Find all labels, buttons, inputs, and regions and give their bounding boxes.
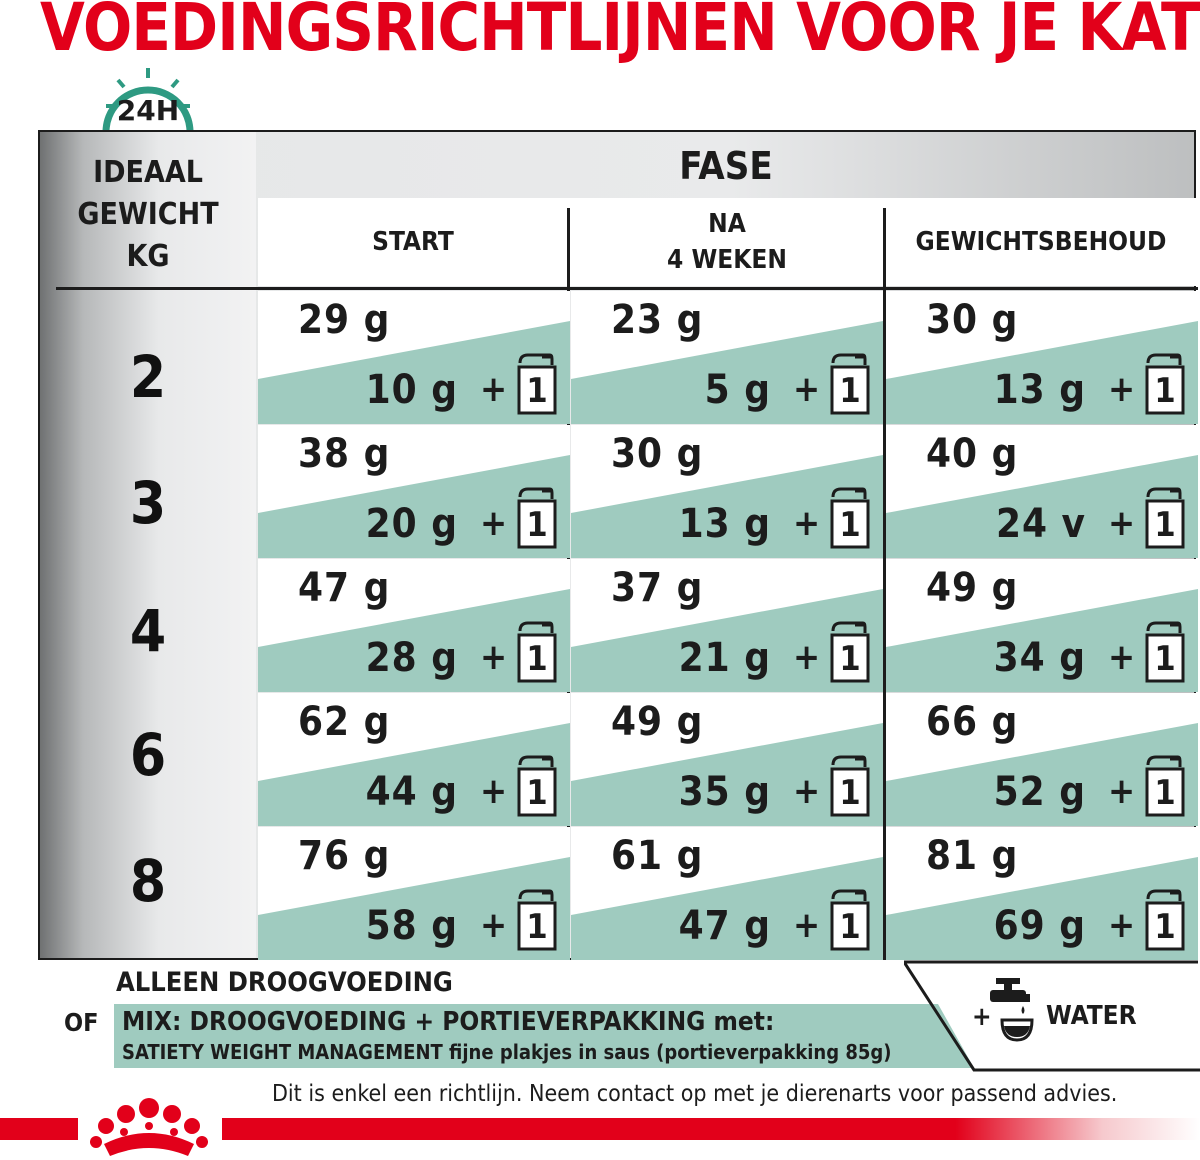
pouch-icon	[829, 487, 871, 549]
pouch-count: 1	[839, 639, 861, 679]
feeding-cell	[571, 559, 883, 692]
mix-dry-amount: 35 g	[678, 769, 771, 815]
pouch-icon	[829, 889, 871, 951]
header-divider	[56, 287, 1198, 290]
dry-food-amount: 62 g	[298, 699, 391, 745]
feeding-cell	[571, 693, 883, 826]
legend-mix: MIX: DROOGVOEDING + PORTIEVERPAKKING met:	[122, 1007, 775, 1037]
feeding-cell	[886, 559, 1198, 692]
weight-header	[56, 152, 240, 278]
pouch-icon	[516, 755, 558, 817]
plus-sign: +	[480, 905, 508, 946]
weight-header-line-1: IDEAAL	[93, 155, 203, 190]
pouch-count: 1	[1154, 907, 1176, 947]
weight-header-line-2: GEWICHT	[77, 197, 219, 232]
mix-dry-amount: 20 g	[365, 501, 458, 547]
column-header-start	[258, 198, 568, 286]
legend-or: OF	[64, 1008, 99, 1037]
column-header-4-weeks	[571, 198, 883, 286]
feeding-cell	[571, 425, 883, 558]
dry-food-amount: 38 g	[298, 431, 391, 477]
weight-value: 8	[129, 847, 167, 915]
water-tap-icon	[986, 974, 1036, 1046]
brand-bar-right	[222, 1118, 1200, 1140]
plus-sign: +	[793, 637, 821, 678]
feeding-cell	[571, 291, 883, 424]
dry-food-amount: 66 g	[926, 699, 1019, 745]
feeding-cell	[258, 693, 570, 826]
pouch-icon	[1144, 755, 1186, 817]
column-header-maintenance	[886, 198, 1196, 286]
pouch-icon	[829, 621, 871, 683]
weight-value: 2	[129, 343, 167, 411]
pouch-count: 1	[839, 773, 861, 813]
plus-sign: +	[1108, 905, 1136, 946]
pouch-icon	[516, 889, 558, 951]
legend-dry-only: ALLEEN DROOGVOEDING	[116, 967, 453, 998]
phase-header: FASE	[679, 144, 773, 188]
mix-dry-amount: 58 g	[365, 903, 458, 949]
dry-food-amount: 30 g	[611, 431, 704, 477]
dry-food-amount: 81 g	[926, 833, 1019, 879]
pouch-count: 1	[1154, 371, 1176, 411]
disclaimer: Dit is enkel een richtlijn. Neem contact op met je dierenarts voor passend advies.	[272, 1081, 1118, 1107]
dry-food-amount: 76 g	[298, 833, 391, 879]
dry-food-amount: 49 g	[926, 565, 1019, 611]
dry-food-amount: 23 g	[611, 297, 704, 343]
mix-dry-amount: 44 g	[365, 769, 458, 815]
plus-sign: +	[480, 503, 508, 544]
column-header-maintenance-label: GEWICHTSBEHOUD	[915, 227, 1167, 257]
pouch-count: 1	[839, 371, 861, 411]
dry-food-amount: 40 g	[926, 431, 1019, 477]
mix-dry-amount: 10 g	[365, 367, 458, 413]
mix-dry-amount: 47 g	[678, 903, 771, 949]
weight-value: 6	[129, 721, 167, 789]
pouch-icon	[1144, 353, 1186, 415]
dry-food-amount: 47 g	[298, 565, 391, 611]
plus-sign: +	[1108, 771, 1136, 812]
plus-sign: +	[793, 771, 821, 812]
feeding-cell	[886, 425, 1198, 558]
pouch-count: 1	[839, 505, 861, 545]
plus-sign: +	[1108, 503, 1136, 544]
legend-mix-detail: SATIETY WEIGHT MANAGEMENT fijne plakjes in saus (portieverpakking 85g)	[122, 1040, 892, 1064]
pouch-icon	[516, 621, 558, 683]
mix-dry-amount: 13 g	[678, 501, 771, 547]
feeding-cell	[886, 693, 1198, 826]
pouch-icon	[1144, 487, 1186, 549]
mix-dry-amount: 24 v	[995, 501, 1086, 547]
pouch-count: 1	[526, 505, 548, 545]
mix-dry-amount: 13 g	[993, 367, 1086, 413]
mix-dry-amount: 69 g	[993, 903, 1086, 949]
weight-header-line-3: KG	[126, 239, 170, 274]
plus-sign: +	[1108, 369, 1136, 410]
pouch-count: 1	[1154, 773, 1176, 813]
clock-24h-icon	[98, 62, 198, 138]
pouch-count: 1	[526, 773, 548, 813]
dry-food-amount: 30 g	[926, 297, 1019, 343]
weight-value: 4	[129, 597, 167, 665]
pouch-icon	[829, 755, 871, 817]
column-header-start-label: START	[372, 227, 454, 257]
water-plus: +	[972, 1002, 992, 1032]
pouch-icon	[829, 353, 871, 415]
pouch-count: 1	[526, 371, 548, 411]
feeding-cell	[258, 559, 570, 692]
plus-sign: +	[1108, 637, 1136, 678]
plus-sign: +	[480, 637, 508, 678]
weight-value: 3	[129, 469, 167, 537]
mix-dry-amount: 5 g	[704, 367, 771, 413]
mix-dry-amount: 52 g	[993, 769, 1086, 815]
pouch-icon	[516, 353, 558, 415]
plus-sign: +	[793, 503, 821, 544]
page-title: VOEDINGSRICHTLIJNEN VOOR JE KAT	[40, 0, 1200, 66]
feeding-cell	[258, 827, 570, 960]
crown-logo-icon	[84, 1094, 214, 1160]
feeding-cell	[571, 827, 883, 960]
badge-label: 24H	[116, 94, 180, 127]
pouch-count: 1	[1154, 639, 1176, 679]
dry-food-amount: 61 g	[611, 833, 704, 879]
water-label: WATER	[1046, 1001, 1137, 1031]
dry-food-amount: 37 g	[611, 565, 704, 611]
pouch-icon	[516, 487, 558, 549]
feeding-cell	[258, 425, 570, 558]
pouch-count: 1	[1154, 505, 1176, 545]
pouch-count: 1	[526, 639, 548, 679]
plus-sign: +	[793, 905, 821, 946]
column-header-4-weeks-line-1: NA	[708, 209, 746, 239]
mix-dry-amount: 21 g	[678, 635, 771, 681]
dry-food-amount: 29 g	[298, 297, 391, 343]
column-header-4-weeks-line-2: 4 WEKEN	[667, 245, 787, 275]
mix-dry-amount: 28 g	[365, 635, 458, 681]
pouch-count: 1	[526, 907, 548, 947]
pouch-icon	[1144, 621, 1186, 683]
pouch-count: 1	[839, 907, 861, 947]
brand-bar-left	[0, 1118, 78, 1140]
plus-sign: +	[480, 771, 508, 812]
dry-food-amount: 49 g	[611, 699, 704, 745]
plus-sign: +	[793, 369, 821, 410]
feeding-cell	[886, 291, 1198, 424]
plus-sign: +	[480, 369, 508, 410]
feeding-cell	[258, 291, 570, 424]
mix-dry-amount: 34 g	[993, 635, 1086, 681]
pouch-icon	[1144, 889, 1186, 951]
feeding-cell	[886, 827, 1198, 960]
